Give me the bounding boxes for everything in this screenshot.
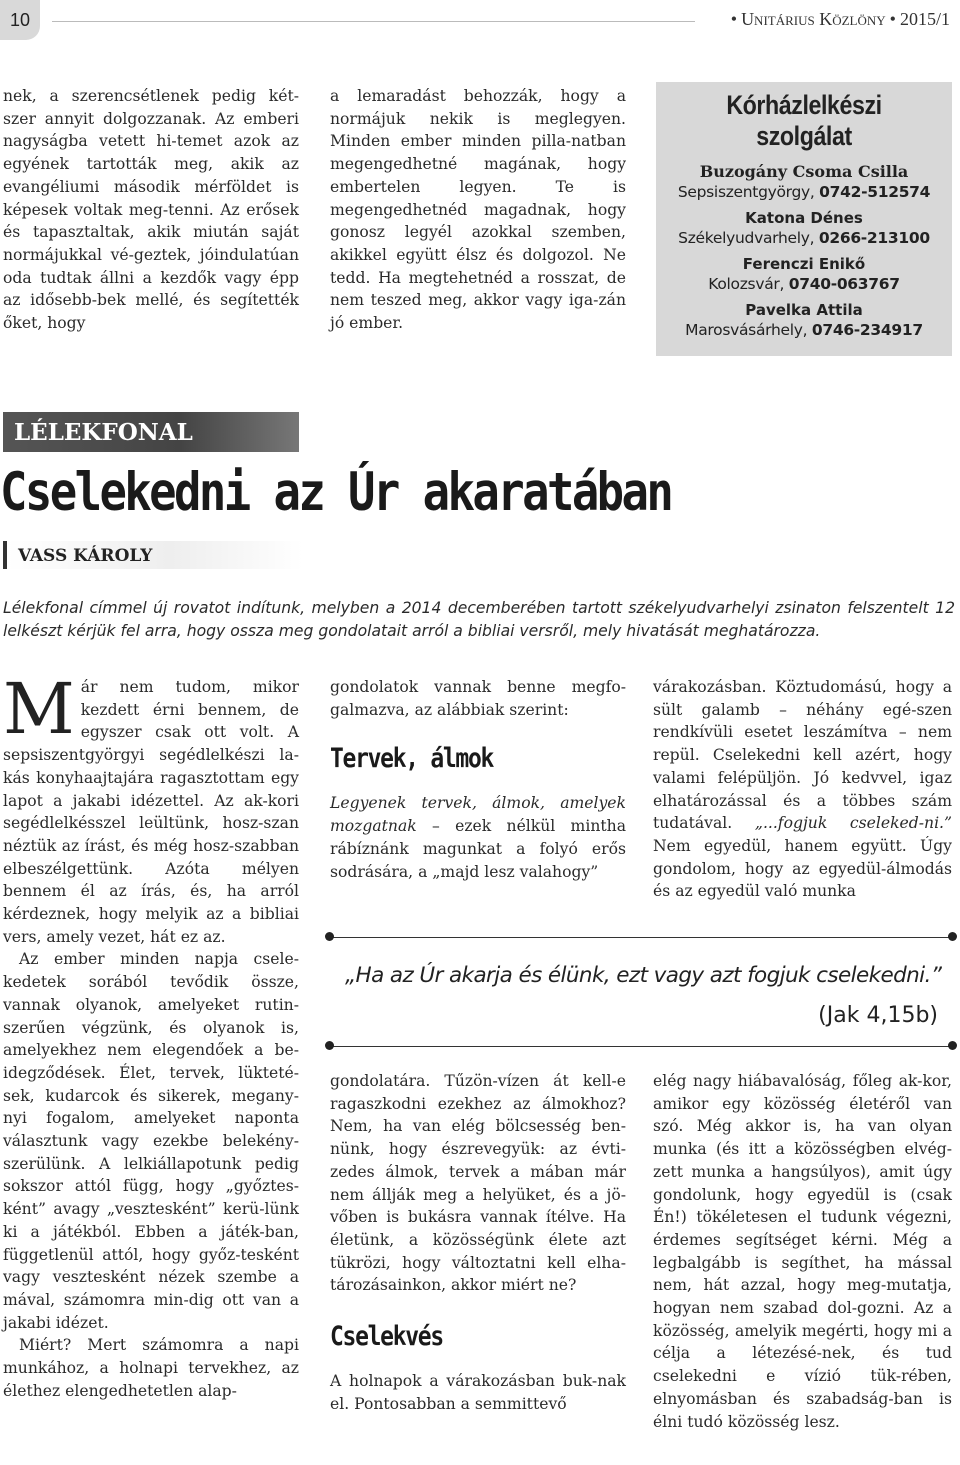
- paragraph: A holnapok a várakozásban buk-nak el. Pontosabban a semmittevő: [330, 1372, 626, 1413]
- chaplain-name: Ferenczi Enikő: [742, 255, 866, 273]
- subheading: Tervek, álmok: [330, 743, 494, 775]
- dot-icon: [325, 932, 334, 941]
- dot-icon: [948, 1041, 957, 1050]
- quote-rule-bottom: [330, 1046, 952, 1047]
- paragraph: várakozásban. Köztudomású, hogy a sült galamb – néhány egé-szen rendkívüli esetet leszámítva – nem repül. Cselekedni kell azért, hogy valami felépüljön. Jó kedvvel, igaz elhatározással és a többes szám tudatával. „...fogjuk cseleked-ni.” Nem egyedül, hanem együtt. Úgy gondolom, hogy az egyedül-álmodás és az egyedül való munka: [653, 678, 952, 901]
- paragraph: nek, a szerencsétlenek pedig két-szer annyit dolgozzanak. Az emberi nagyságba vetett hi-temet azok az egyének tartották meg, akik az evangéliumi második mérföldet is képesek voltak meg-tenni. Az erősek és tapasztaltak, akik miután saját normájukkal vé-geztek, jóindulatúan oda tudtak állni a kezdők vagy épp az idősebb-bek mellé, és segítették őket, hogy: [3, 87, 299, 333]
- chaplain-name: Pavelka Attila: [745, 301, 863, 319]
- chaplain-contact: Székelyudvarhely, 0266-213100: [678, 229, 930, 247]
- paragraph: gondolatok vannak benne megfo-galmazva, az alábbiak szerint:: [330, 678, 626, 719]
- article-column-1: [3, 668, 299, 1403]
- journal-title: Unitárius Közlöny: [741, 9, 886, 29]
- bullet-icon: •: [889, 9, 896, 29]
- pull-quote: „Ha az Úr akarja és élünk, ezt vagy azt fogjuk cselekedni.”: [345, 963, 942, 988]
- hospital-chaplaincy-box: [656, 82, 952, 356]
- article-column-3-bottom: [653, 1070, 952, 1433]
- box-title: Kórházlelkészi szolgálat: [726, 90, 882, 151]
- article-title: Cselekedni az Úr akaratában: [0, 462, 672, 523]
- chaplain-name: Katona Dénes: [745, 209, 863, 227]
- dot-icon: [948, 932, 957, 941]
- drop-cap: M: [3, 668, 75, 750]
- paragraph: a lemaradást behozzák, hogy a normájuk nekik is meglegyen. Minden ember minden pilla-natban megengedhetné magának, hogy embertelen legyen. Te is megengedhetnéd magadnak, hogy gonosz legyél azokkal szemben, akikkel együtt élsz és dolgozol. Ne tedd. Ha megtehetnéd a rosszat, de nem teszed meg, akkor vagy iga-zán jó ember.: [330, 87, 626, 333]
- paragraph: Az ember minden napja csele-kedetek sorából tevődik össze, vannak olyanok, amelyeket rutin-szerűen végzünk, és olyanok is, amelyekhez nem elegendőek a be-idegződések. Élet, tervek, lükteté-sek, kudarcok és sikerek, megany-nyi fogalom, amelyeket naponta választunk vagy ezekbe belekény-szerülünk. A lelkiállapotunk pedig sokszor attól függ, hogy „győztes-ként” avagy „vesztesként” kerü-lünk ki a játékból. Ebben a játék-ban, függetlenül attól, hogy győz-tesként vagy vesztesként nézek szembe a mával, számomra min-dig ott van a jakabi idézet.: [3, 950, 299, 1332]
- top-column-1: [3, 85, 299, 335]
- journal-header: [727, 9, 950, 30]
- subheading: Cselekvés: [330, 1321, 443, 1353]
- chaplain-contact: Kolozsvár, 0740-063767: [708, 275, 900, 293]
- article-column-3-top: [653, 676, 952, 903]
- paragraph: gondolatára. Tűzön-vízen át kell-e ragaszkodni ezekhez az álmokhoz? Nem, ha van elég bölcsesség ben-nünk, hogy észrevegyük: az évti-zedes álmok, tervek a mában már nem állják meg a helyüket, és a jö-vőben is bukásra vannak ítélve. Ha életünk, a közösségünk élete azt tükrözi, hogy változtatni kell elha-tározásainkon, akkor miért ne?: [330, 1072, 626, 1295]
- article-lead: Lélekfonal címmel új rovatot indítunk, melyben a 2014 decemberében tartott székelyudvarhelyi zsinaton felszentelt 12 lelkészt kérjük fel arra, hogy ossza meg gondolatait arról a bibliai versről, mely hivatását meghatározza.: [3, 599, 955, 640]
- paragraph: Már nem tudom, mikor kezdett érni bennem, de egyszer csak ott volt. A sepsiszentgyörgyi segédlelkészi la-kás konyhaajtajára ragasztottam egy lapot a jakabi idézettel. Az ak-kori segédlelkésszel leültünk, hosz-szan néztük az írást, és még hosz-szabban elbeszélgettünk. Azóta mélyen bennem él az írás, és, ha arról kérdeznek, hogy melyik az a bibliai vers, amely vezet, hát ez az.: [3, 668, 299, 946]
- journal-issue: 2015/1: [899, 9, 950, 29]
- article-column-2-top: [330, 676, 626, 883]
- page-number: 10: [0, 0, 40, 40]
- quote-rule-top: [330, 937, 952, 938]
- article-column-2-bottom: [330, 1070, 626, 1415]
- header-rule: [52, 21, 695, 22]
- quote-reference: (Jak 4,15b): [818, 1003, 938, 1028]
- chaplain-name: Buzogány Csoma Csilla: [699, 162, 909, 181]
- top-column-2: [330, 85, 626, 335]
- dot-icon: [325, 1041, 334, 1050]
- paragraph: Legyenek tervek, álmok, amelyek mozgatnak – ezek nélkül mintha rábíznánk magunkat a folyó erős sodrására, a „majd lesz valahogy”: [330, 794, 626, 881]
- article-author: VASS KÁROLY: [18, 546, 153, 566]
- paragraph: Miért? Mert számomra a napi munkához, a holnapi tervekhez, az élethez elengedhetetlen alap-: [3, 1336, 299, 1400]
- section-label: LÉLEKFONAL: [3, 412, 299, 452]
- chaplain-contact: Marosvásárhely, 0746-234917: [685, 321, 923, 339]
- chaplain-contact: Sepsiszentgyörgy, 0742-512574: [677, 183, 931, 201]
- bullet-icon: •: [730, 9, 738, 29]
- paragraph: elég nagy hiábavalóság, főleg ak-kor, amikor egy közösség életéről van szó. Még akkor is, ha van olyan munka (és itt a közösségben elvég-zett munka a hangsúlyos), amit úgy gondolunk, hogy egyedül is (csak Én!) tökéletesen el tudunk végezni, érdemes segítséget kérni. Még a legbalgább is segíthet, ha mással nem, hát azzal, hogy meg-mutatja, hogyan nem szabad dol-gozni. Az a közösség, amelyik megérti, hogy mi a célja a létezésé-nek, és tud cselekedni e vízió tük-rében, elnyomásban és szabadság-ban is élni tudó közösség lesz.: [653, 1072, 952, 1431]
